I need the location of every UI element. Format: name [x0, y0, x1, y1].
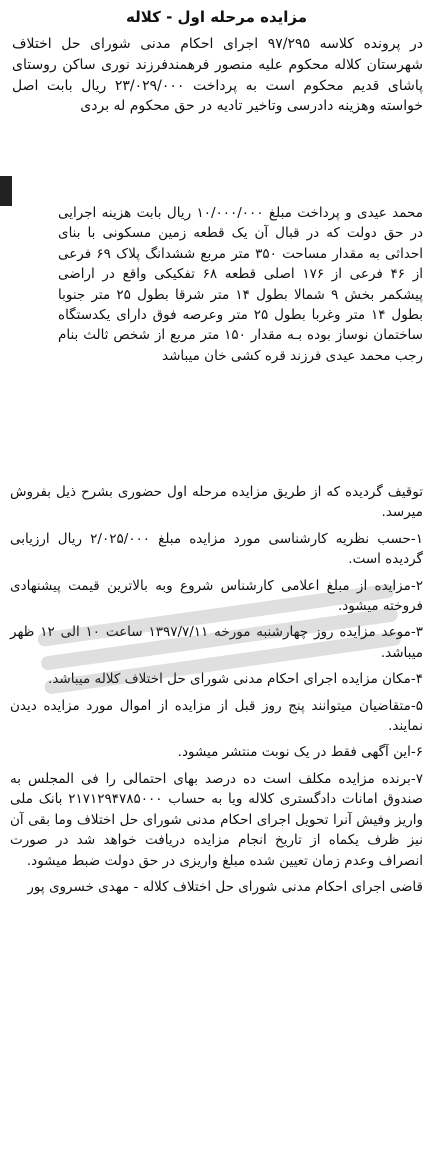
- list-item: ۶-این آگهی فقط در یک نوبت منتشر میشود.: [177, 744, 423, 761]
- paragraph-1-text: در پرونده کلاسه ۹۷/۲۹۵ اجرای احکام مدنی شورای حل اختلاف شهرستان کلاله محکوم علیه منصور فرهمندفرزند نوری ساکن روستای پاشای قدیم محکوم است به پرداخت ۲۳/۰۲۹/۰۰۰ ریال بابت اصل خواسته وهزینه دادرسی وتاخیر تادیه در حق محکوم له بردی: [12, 36, 424, 115]
- paragraph-1: [12, 34, 423, 117]
- paragraph-2-text: محمد عیدی و پرداخت مبلغ ۱۰/۰۰۰/۰۰۰ ریال بابت هزینه اجرایی در حق دولت که در قبال آن یک قطعه زمین مسکونی با بنای احداثی به مقدار مساحت ۳۵۰ متر مربع ششدانگ پلاک ۶۹ فرعی از ۴۶ فرعی از ۱۷۶ اصلی قطعه ۶۸ تفکیکی واقع در اراضی پیشکمر بخش ۹ شمالا بطول ۱۴ متر شرقا بطول ۲۵ متر جنوبا بطول ۱۴ متر وغربا بطول ۲۵ متر وعرصه فوق دارای یکدستگاه ساختمان نوساز بوده بـه مقدار ۱۵۰ متر مربع از شخص ثالث بنام رجب محمد عیدی فرزند قره کشی خان میباشد: [58, 205, 424, 364]
- list-item: ۵-متقاضیان میتوانند پنج روز قبل از مزایده از اموال مورد مزایده دیدن نمایند.: [10, 697, 423, 735]
- notice-title: مزایده مرحله اول - کلاله: [126, 8, 307, 26]
- list-item: ۴-مکان مزایده اجرای احکام مدنی شورای حل اختلاف کلاله میباشد.: [48, 671, 423, 688]
- list-item: ۲-مزایده از مبلغ اعلامی کارشناس شروع وبه بالاترین قیمت پیشنهادی فروخته میشود.: [10, 577, 423, 615]
- list-item: ۷-برنده مزایده مکلف است ده درصد بهای احتمالی را فی المجلس به صندوق امانات دادگستری کلاله ویا به حساب ۲۱۷۱۲۹۴۷۸۵۰۰۰ بانک ملی واریز وفیش آنرا تحویل اجرای احکام مدنی شورای حل اختلاف وما بقی آن نیز ظرف یکماه از تاریخ انجام مزایده دریافت خواهد شد در صورت انصراف وعدم زمان تعیین شده مبلغ واریزی در حق دولت ضبط میشود.: [10, 770, 424, 869]
- list-item: ۱-حسب نظریه کارشناسی مورد مزایده مبلغ ۲/۰۲۵/۰۰۰ ریال ارزیابی گردیده است.: [10, 530, 423, 568]
- notice-details: [10, 482, 423, 903]
- scan-edge-mark: [0, 176, 12, 206]
- paragraph-3-text: توقیف گردیده که از طریق مزایده مرحله اول حضوری بشرح ذیل بفروش میرسد.: [10, 484, 423, 521]
- list-item: ۳-موعد مزایده روز چهارشنبه مورخه ۱۳۹۷/۷/۱۱ ساعت ۱۰ الی ۱۲ ظهر میباشد.: [10, 624, 423, 661]
- paragraph-2: [58, 203, 423, 366]
- signature: قاضی اجرای احکام مدنی شورای حل اختلاف کلاله - مهدی خسروی پور: [27, 878, 423, 895]
